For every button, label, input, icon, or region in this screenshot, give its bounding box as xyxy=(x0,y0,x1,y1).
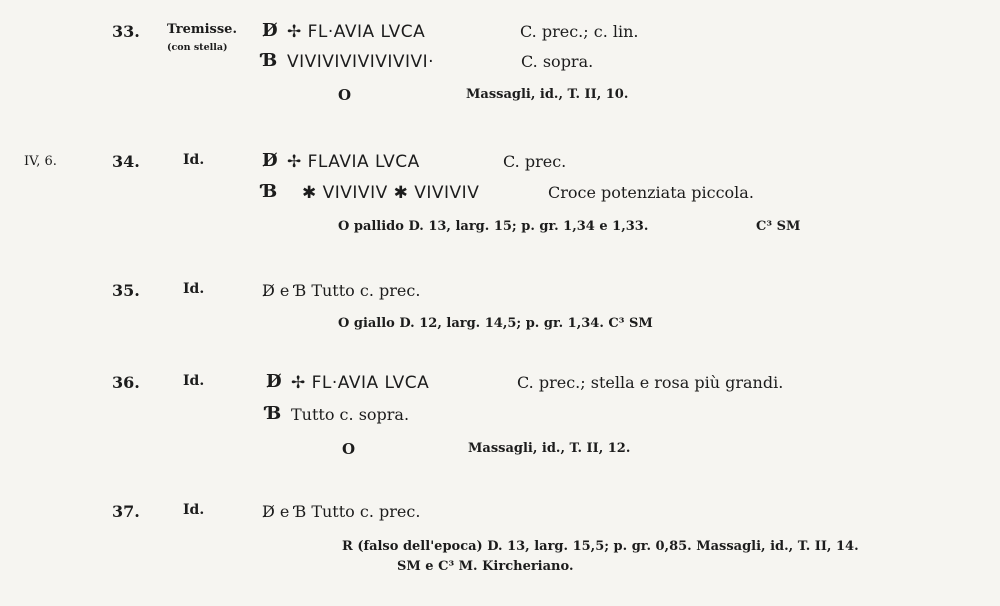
entry-33-obverse-desc: C. prec.; c. lin. xyxy=(520,22,639,41)
entry-35-both-sides: D̸ e Ɓ Tutto c. prec. xyxy=(262,281,421,300)
entry-37-metal-line-2: SM e C³ M. Kircheriano. xyxy=(397,559,574,574)
entry-37-metal-line: R (falso dell'epoca) D. 13, larg. 15,5; p. gr. 0,85. Massagli, id., T. II, 14. xyxy=(342,539,859,554)
entry-34-reverse-symbol: Ɓ xyxy=(262,181,278,202)
entry-34-kind: Id. xyxy=(183,152,205,168)
entry-34-collection: C³ SM xyxy=(756,219,801,234)
entry-33-kind-note: (con stella) xyxy=(167,42,228,53)
entry-33-obverse-symbol: D̸ xyxy=(262,20,278,41)
entry-33-number: 33. xyxy=(112,22,140,41)
entry-34-metal-line: O pallido D. 13, larg. 15; p. gr. 1,34 e 1,33. xyxy=(338,219,649,234)
entry-34-reverse-desc: Croce potenziata piccola. xyxy=(548,183,754,202)
entry-35-kind: Id. xyxy=(183,281,205,297)
entry-33-reverse-symbol: Ɓ xyxy=(262,50,278,71)
entry-37-number: 37. xyxy=(112,502,140,521)
entry-33-reverse-desc: C. sopra. xyxy=(521,52,594,71)
entry-36-obverse-legend: ✢ FL·AVIA LVCA xyxy=(291,373,430,393)
entry-33-reverse-legend: VIVIVIVIVIVIVIVI· xyxy=(287,52,435,72)
entry-37-kind: Id. xyxy=(183,502,205,518)
entry-33-obverse-legend: ✢ FL·AVIA LVCA xyxy=(287,22,426,42)
entry-34-reverse-legend: ✱ VIVIVIV ✱ VIVIVIV xyxy=(302,183,480,203)
entry-36-reverse-symbol: Ɓ xyxy=(266,403,282,424)
entry-36-obverse-desc: C. prec.; stella e rosa più grandi. xyxy=(517,373,784,392)
entry-36-obverse-symbol: D̸ xyxy=(266,371,282,392)
entry-34-number: 34. xyxy=(112,152,140,171)
entry-35-number: 35. xyxy=(112,281,140,300)
entry-35-metal-line: O giallo D. 12, larg. 14,5; p. gr. 1,34. C³ SM xyxy=(338,316,653,331)
entry-36-reverse-desc: Tutto c. sopra. xyxy=(291,405,410,424)
entry-37-both-sides: D̸ e Ɓ Tutto c. prec. xyxy=(262,502,421,521)
entry-36-metal: O xyxy=(342,440,356,458)
entry-36-reference: Massagli, id., T. II, 12. xyxy=(468,441,631,456)
entry-33-metal: O xyxy=(338,86,352,104)
entry-33-kind: Tremisse. xyxy=(167,22,237,37)
entry-34-obverse-desc: C. prec. xyxy=(503,152,567,171)
entry-34-obverse-symbol: D̸ xyxy=(262,150,278,171)
entry-34-obverse-legend: ✢ FLAVIA LVCA xyxy=(287,152,420,172)
entry-36-number: 36. xyxy=(112,373,140,392)
entry-33-reference: Massagli, id., T. II, 10. xyxy=(466,87,629,102)
margin-reference: IV, 6. xyxy=(24,154,57,169)
entry-36-kind: Id. xyxy=(183,373,205,389)
